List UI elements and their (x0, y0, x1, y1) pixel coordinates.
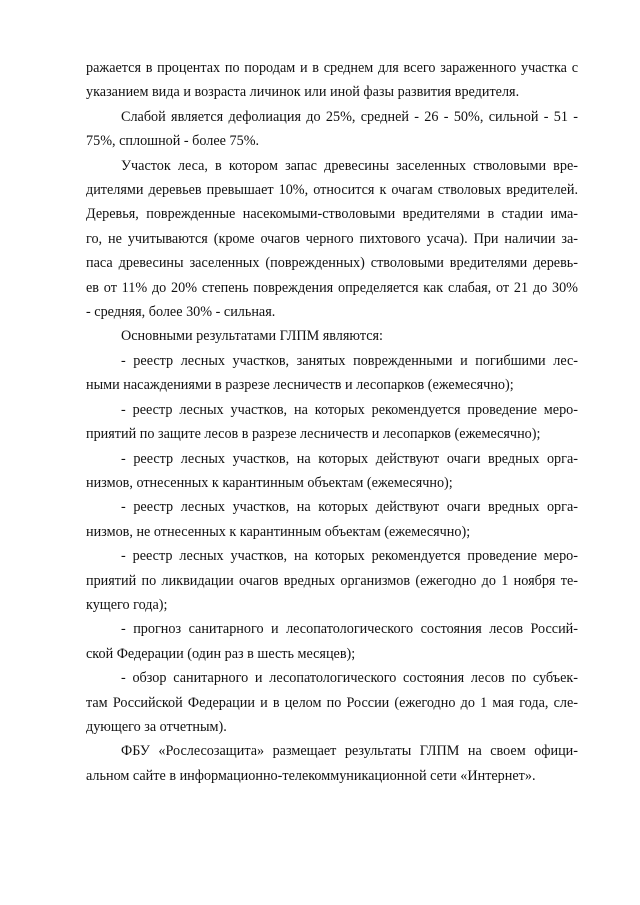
text-line: Основными результатами ГЛПМ являются: (121, 328, 383, 345)
paragraph-publication (86, 739, 578, 788)
text-line: Деревья, поврежденные насекомыми-стволовыми вредителями в стадии има- (86, 206, 578, 223)
list-item-forecast (86, 617, 578, 666)
text-line: альном сайте в информационно-телекоммуникационной сети «Интернет». (86, 767, 536, 784)
text-line: паса древесины заселенных (поврежденных) стволовыми вредителями деревь- (86, 255, 578, 272)
paragraph-results-intro (86, 324, 578, 348)
list-item-elimination-measures-registry (86, 544, 578, 617)
text-line: ражается в процентах по породам и в среднем для всего зараженного участка с (86, 60, 578, 76)
document-page (86, 56, 578, 788)
text-line: - реестр лесных участков, занятых поврежденными и погибшими лес- (121, 352, 578, 369)
list-item-review (86, 666, 578, 739)
list-item-quarantine-foci-registry (86, 447, 578, 496)
text-line: 75%, сплошной - более 75%. (86, 133, 260, 150)
text-line: - прогноз санитарного и лесопатологического состояния лесов Россий- (121, 621, 578, 638)
text-line: низмов, не отнесенных к карантинным объектам (ежемесячно); (86, 523, 471, 540)
text-line: - реестр лесных участков, на которых действуют очаги вредных орга- (121, 450, 578, 467)
list-item-damaged-stands-registry (86, 349, 578, 398)
paragraph-defoliation-levels (86, 105, 578, 154)
text-line: Слабой является дефолиация до 25%, средней - 26 - 50%, сильной - 51 - (121, 108, 578, 125)
paragraph-infestation-percent (86, 56, 578, 105)
text-line: ев от 11% до 20% степень повреждения определяется как слабая, от 21 до 30% (86, 279, 578, 296)
text-line: ФБУ «Рослесозащита» размещает результаты ГЛПМ на своем офици- (121, 743, 578, 760)
text-line: приятий по защите лесов в разрезе лесничеств и лесопарков (ежемесячно); (86, 426, 541, 443)
text-line: дителями деревьев превышает 10%, относится к очагам стволовых вредителей. (86, 182, 578, 199)
text-line: - реестр лесных участков, на которых рекомендуется проведение меро- (121, 548, 578, 565)
text-line: ской Федерации (один раз в шесть месяцев); (86, 645, 356, 662)
text-line: указанием вида и возраста личинок или иной фазы развития вредителя. (86, 84, 520, 101)
text-line: Участок леса, в котором запас древесины заселенных стволовыми вре- (121, 157, 578, 174)
text-line: низмов, отнесенных к карантинным объектам (ежемесячно); (86, 474, 453, 491)
list-item-non-quarantine-foci-registry (86, 495, 578, 544)
text-line: дующего за отчетным). (86, 718, 227, 735)
text-line: там Российской Федерации и в целом по России (ежегодно до 1 мая года, сле- (86, 694, 578, 711)
text-line: приятий по ликвидации очагов вредных организмов (ежегодно до 1 ноября те- (86, 572, 578, 589)
text-line: ными насаждениями в разрезе лесничеств и лесопарков (ежемесячно); (86, 377, 514, 394)
text-line: - реестр лесных участков, на которых рекомендуется проведение меро- (121, 401, 578, 418)
list-item-protection-measures-registry (86, 398, 578, 447)
text-line: кущего года); (86, 596, 168, 613)
text-line: - средняя, более 30% - сильная. (86, 304, 276, 321)
paragraph-stem-pests (86, 154, 578, 325)
text-line: - обзор санитарного и лесопатологического состояния лесов по субъек- (121, 670, 578, 687)
text-line: го, не учитываются (кроме очагов черного пихтового усача). При наличии за- (86, 230, 578, 247)
text-line: - реестр лесных участков, на которых действуют очаги вредных орга- (121, 499, 578, 516)
